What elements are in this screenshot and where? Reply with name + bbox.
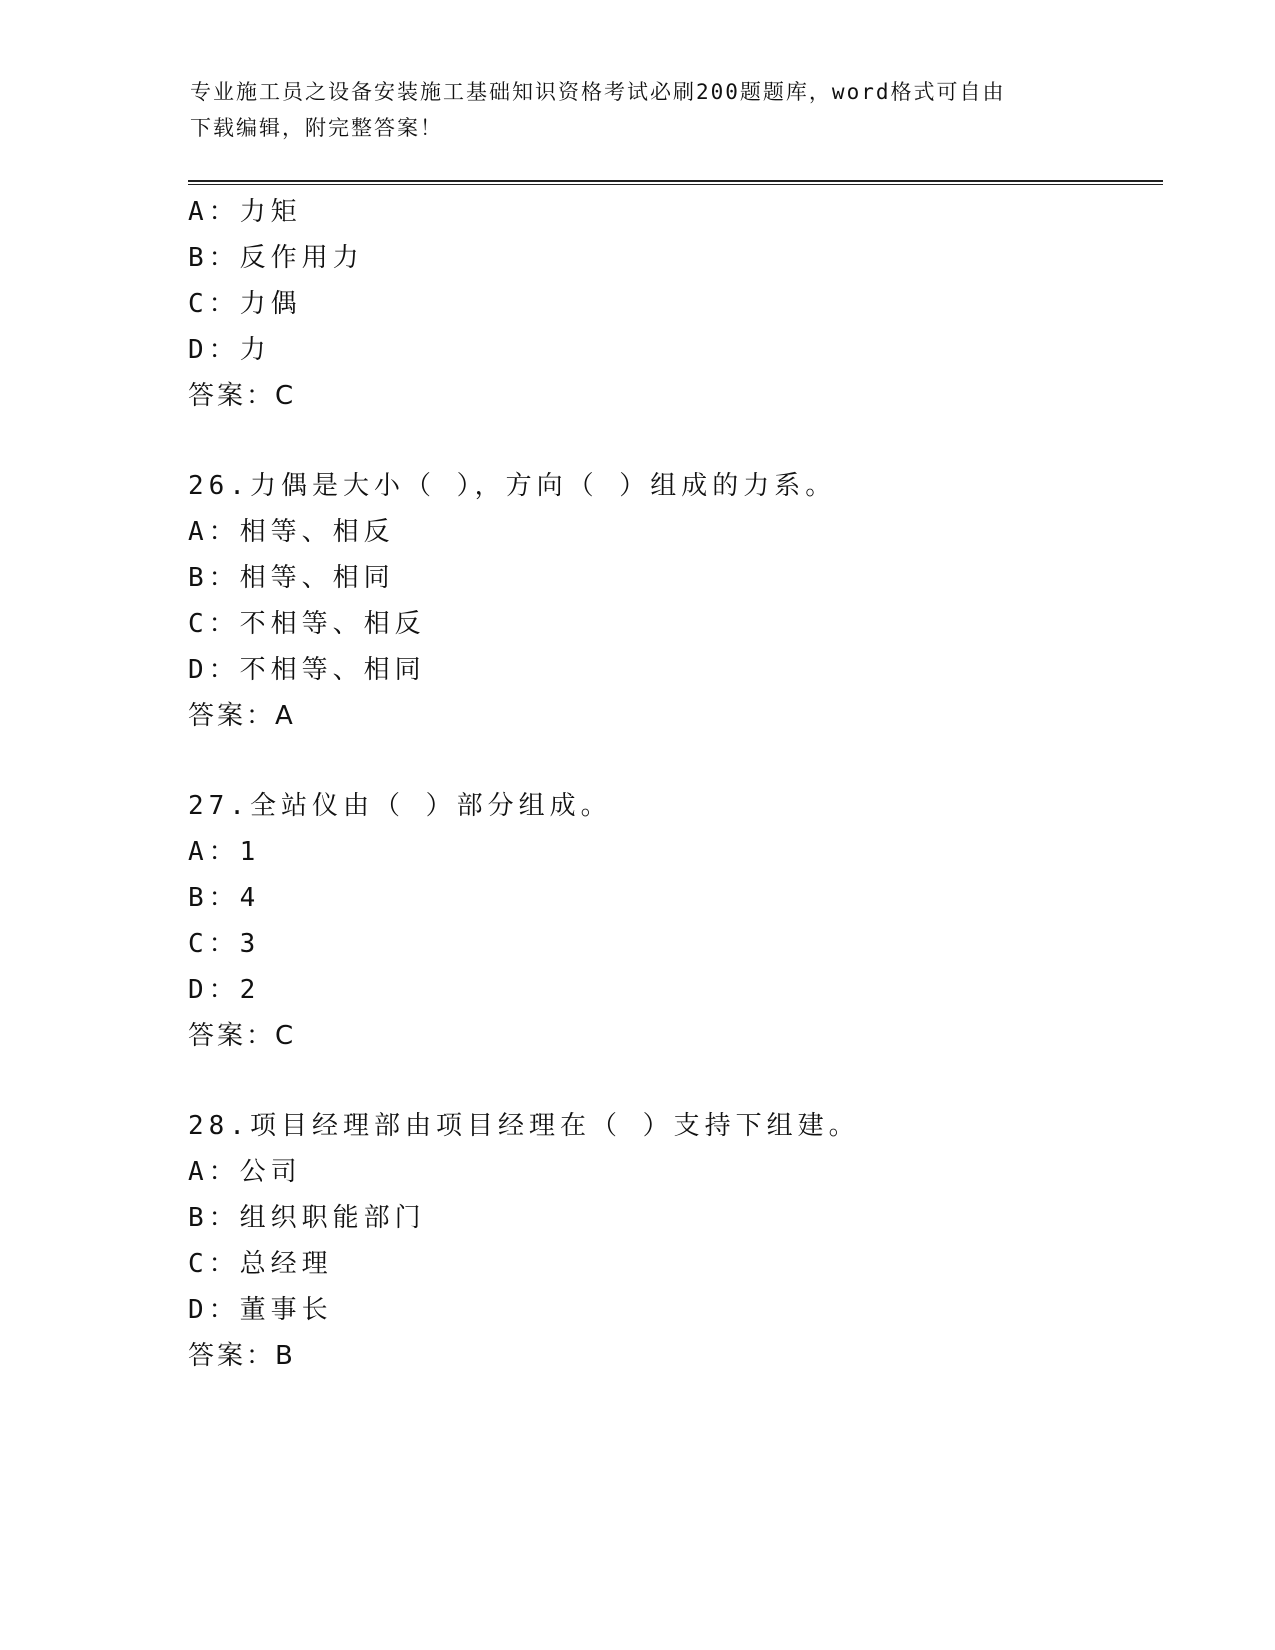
option-b: B：相等、相同 — [188, 563, 395, 593]
spacer — [188, 419, 1148, 463]
option-c: C：总经理 — [188, 1249, 333, 1279]
option-a: A：公司 — [188, 1157, 302, 1187]
option-b: B：组织职能部门 — [188, 1203, 426, 1233]
answer-line: 答案：C — [188, 381, 297, 411]
option-a: A：力矩 — [188, 197, 302, 227]
answer-line: 答案：B — [188, 1341, 296, 1371]
spacer — [188, 739, 1148, 783]
question-list — [188, 189, 1148, 1379]
option-d: D：董事长 — [188, 1295, 333, 1325]
header-line-1: 专业施工员之设备安装施工基础知识资格考试必刷200题题库，word格式可自由 — [190, 80, 1006, 104]
question-stem: 28.项目经理部由项目经理在（ ）支持下组建。 — [188, 1111, 860, 1141]
spacer — [188, 1059, 1148, 1103]
answer-line: 答案：C — [188, 1021, 297, 1051]
question-stem: 26.力偶是大小（ ），方向（ ）组成的力系。 — [188, 471, 837, 501]
document-header — [190, 74, 1090, 146]
option-d: D：2 — [188, 975, 261, 1005]
option-d: D：力 — [188, 335, 271, 365]
option-a: A：1 — [188, 837, 261, 867]
option-d: D：不相等、相同 — [188, 655, 426, 685]
answer-line: 答案：A — [188, 701, 296, 731]
option-b: B：反作用力 — [188, 243, 364, 273]
option-c: C：不相等、相反 — [188, 609, 426, 639]
question-block-28 — [188, 1103, 1148, 1379]
header-divider — [188, 180, 1163, 185]
header-line-2: 下载编辑，附完整答案！ — [190, 116, 443, 140]
option-b: B：4 — [188, 883, 261, 913]
option-c: C：力偶 — [188, 289, 302, 319]
question-block-25 — [188, 189, 1148, 419]
question-stem: 27.全站仪由（ ）部分组成。 — [188, 791, 612, 821]
question-block-27 — [188, 783, 1148, 1059]
option-c: C：3 — [188, 929, 261, 959]
option-a: A：相等、相反 — [188, 517, 395, 547]
question-block-26 — [188, 463, 1148, 739]
